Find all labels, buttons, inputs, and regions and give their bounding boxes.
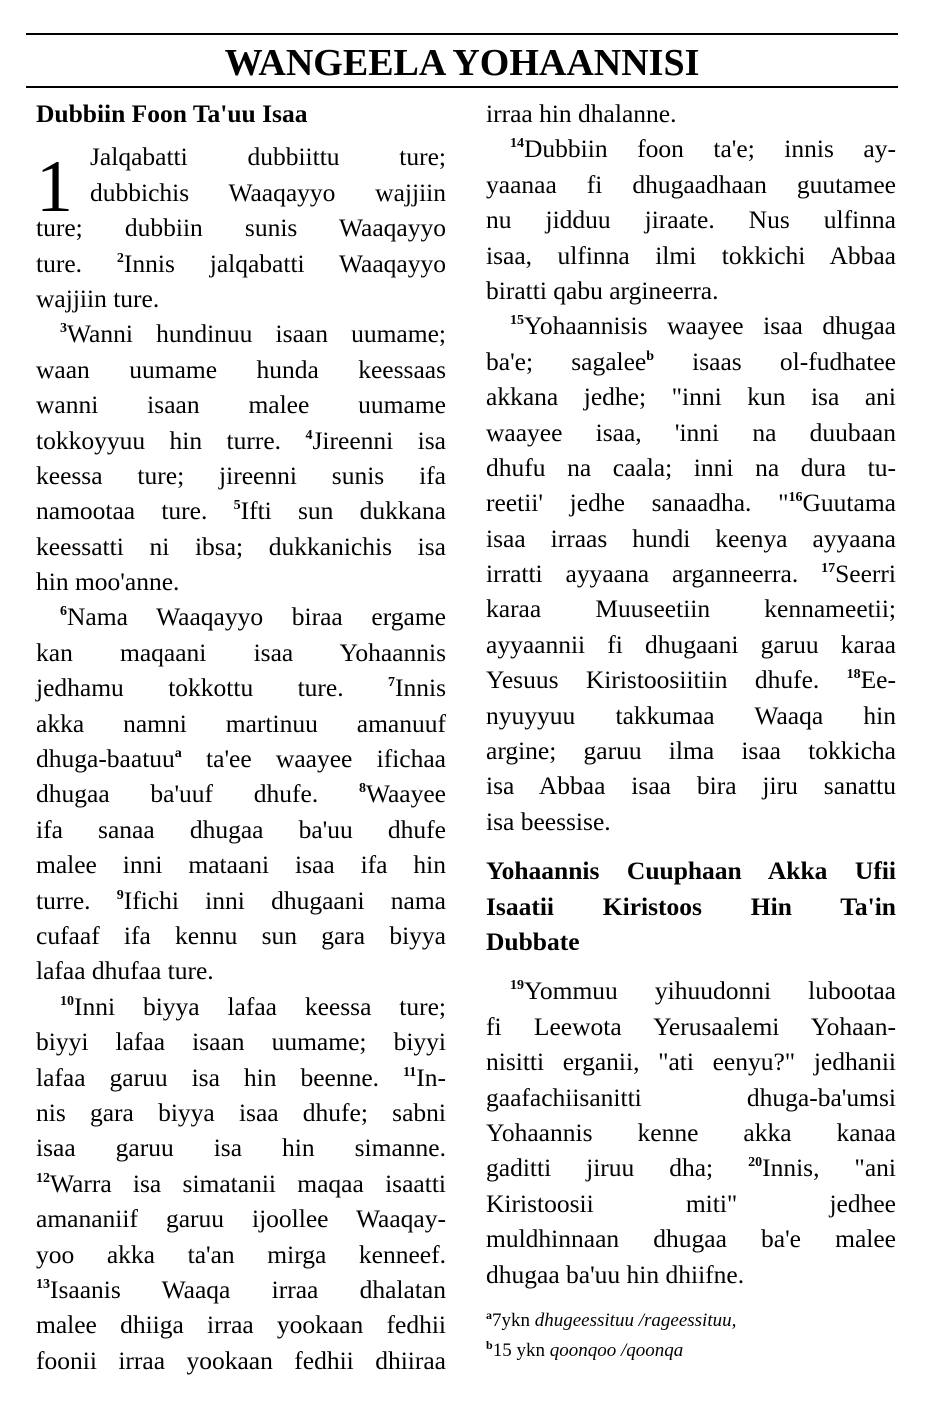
text-line: $^{19}$Yommuu yihuudonni lubootaa xyxy=(510,976,896,1006)
text-line: yaanaa fi dhugaadhaan guutamee xyxy=(486,169,896,199)
verse-number: 9 xyxy=(116,887,124,903)
text-line: nyuyyuu takkumaa Waaqa hin xyxy=(486,700,896,730)
text-line: foonii irraa yookaan fedhii dhiiraa xyxy=(36,1345,446,1375)
text-line: kan maqaani isaa Yohaannis xyxy=(36,637,446,667)
verse-number: 6 xyxy=(60,604,67,620)
text-line: nu jidduu jiraate. Nus ulfinna xyxy=(486,205,896,235)
text-line: tokkoyyuu hin turre. $^4$Jireenni isa xyxy=(36,425,446,455)
text-line: waan uumame hunda keessaas xyxy=(36,354,446,384)
text-line: irratti ayyaana arganneerra. $^{17}$Seerri xyxy=(486,559,896,589)
text-line: ifa sanaa dhugaa ba'uu dhufe xyxy=(36,814,446,844)
text-line: karaa Muuseetiin kennameetii; xyxy=(486,594,896,624)
text-line: dhufu na caala; inni na dura tu- xyxy=(486,452,896,482)
text-line: ayyaannii fi dhugaani garuu karaa xyxy=(486,629,896,659)
footnote-ref: 7ykn xyxy=(492,1309,535,1331)
text-line: isaa garuu isa hin simanne. xyxy=(36,1133,446,1163)
verse-number: 20 xyxy=(748,1155,763,1171)
verse-number: 16 xyxy=(788,490,803,506)
text-line: $^6$Nama Waaqayyo biraa ergame xyxy=(60,602,446,632)
text-line: nis gara biyya isaa dhufe; sabni xyxy=(36,1097,446,1127)
verse-number: 2 xyxy=(116,250,124,266)
verse-number: 19 xyxy=(510,978,524,994)
footnote-mark: a xyxy=(486,1307,492,1322)
footnote-text: qoonqoo /qoonqa xyxy=(549,1339,684,1361)
footnote-ref: 15 ykn xyxy=(492,1339,550,1361)
text-line: ture. $^2$Innis jalqabatti Waaqayyo xyxy=(36,248,446,278)
verse-number: 4 xyxy=(305,427,313,443)
verse-number: 8 xyxy=(358,781,366,797)
text-line: isa Abbaa isaa bira jiru sanattu xyxy=(486,771,896,801)
heading-line: Dubbate xyxy=(486,926,580,956)
text-line: Jalqabatti dubbiittu ture; xyxy=(90,142,446,172)
text-line: $^3$Wanni hundinuu isaan uumame; xyxy=(60,319,446,349)
top-rule xyxy=(26,33,898,35)
footnote xyxy=(486,1336,896,1366)
text-line: lafaa dhufaa ture. xyxy=(36,956,214,986)
text-line: akka namni martinuu amanuuf xyxy=(36,708,446,738)
text-line: biyyi lafaa isaan uumame; biyyi xyxy=(36,1027,446,1057)
verse-number: 5 xyxy=(233,498,241,514)
verse-number: 10 xyxy=(60,993,74,1009)
section-heading-2 xyxy=(486,853,896,959)
text-line: namootaa ture. $^5$Ifti sun dukkana xyxy=(36,496,446,526)
text-line: isaa irraas hundi keenya ayyaana xyxy=(486,523,896,553)
text-line: dhugaa ba'uuf dhufe. $^8$Waayee xyxy=(36,779,446,809)
heading-line: Yohaannis Cuuphaan Akka Ufii xyxy=(486,856,896,886)
footnote-text: dhugeessituu /rageessituu, xyxy=(534,1309,737,1331)
text-line: lafaa garuu isa hin beenne. $^{11}$In- xyxy=(36,1062,446,1092)
text-line: $^{14}$Dubbiin foon ta'e; innis ay- xyxy=(510,134,896,164)
text-line: keessa ture; jireenni sunis ifa xyxy=(36,460,446,490)
text-line: fi Leewota Yerusaalemi Yohaan- xyxy=(486,1011,896,1041)
text-line: waayee isaa, 'inni na duubaan xyxy=(486,417,896,447)
footnote-mark: b xyxy=(486,1337,493,1352)
verse-number: 11 xyxy=(403,1064,417,1080)
footnote-marker: b xyxy=(646,348,655,364)
left-column xyxy=(36,96,446,1378)
text-line: hin moo'anne. xyxy=(36,567,180,597)
text-line: wanni isaan malee uumame xyxy=(36,390,446,420)
verse-number: 15 xyxy=(510,313,524,329)
text-line: nisitti erganii, "ati eenyu?" jedhanii xyxy=(486,1047,896,1077)
text-line: $^{15}$Yohaannisis waayee isaa dhugaa xyxy=(510,311,896,341)
text-line: ba'e; sagalee$^b$ isaas ol-fudhatee xyxy=(486,346,896,376)
text-line: gaafachiisanitti dhuga-ba'umsi xyxy=(486,1082,896,1112)
footnote-marker: a xyxy=(174,746,182,762)
verse-number: 3 xyxy=(60,321,67,337)
verse-number: 18 xyxy=(846,667,861,683)
text-line: akkana jedhe; "inni kun isa ani xyxy=(486,382,896,412)
text-line: gaditti jiruu dha; $^{20}$Innis, "ani xyxy=(486,1153,896,1183)
text-line: biratti qabu argineerra. xyxy=(486,275,719,305)
text-line: jedhamu tokkottu ture. $^7$Innis xyxy=(36,673,446,703)
text-line: irraa hin dhalanne. xyxy=(486,99,677,128)
bottom-rule xyxy=(26,86,898,88)
right-column-text-a xyxy=(486,96,896,839)
text-line: malee dhiiga irraa yookaan fedhii xyxy=(36,1310,446,1340)
text-line: reetii' jedhe sanaadha. "$^{16}$Guutama xyxy=(486,488,896,518)
section-heading: Dubbiin Foon Ta'uu Isaa xyxy=(36,99,308,128)
text-line: amananiif garuu ijoollee Waaqay- xyxy=(36,1204,446,1234)
left-column-text xyxy=(36,139,446,1378)
verse-number: 13 xyxy=(36,1276,50,1292)
text-line: malee inni mataani isaa ifa hin xyxy=(36,850,446,880)
text-line: $^{13}$Isaanis Waaqa irraa dhalatan xyxy=(36,1274,446,1304)
text-line: dhuga-baatuu$^a$ ta'ee waayee ifichaa xyxy=(36,744,446,774)
heading-line: Isaatii Kiristoos Hin Ta'in xyxy=(486,891,896,921)
text-line: isa beessise. xyxy=(486,806,611,836)
verse-number: 14 xyxy=(510,136,524,152)
text-line: argine; garuu ilma isaa tokkicha xyxy=(486,736,896,766)
verse-number: 12 xyxy=(36,1170,50,1186)
footnotes xyxy=(486,1306,896,1366)
text-line: Kiristoosii miti" jedhee xyxy=(486,1188,896,1218)
text-line: isaa, ulfinna ilmi tokkichi Abbaa xyxy=(486,240,896,270)
text-line: keessatti ni ibsa; dukkanichis isa xyxy=(36,531,446,561)
text-line: Yohaannis kenne akka kanaa xyxy=(486,1117,896,1147)
chapter-number: 1 xyxy=(36,146,73,228)
text-line: turre. $^9$Ifichi inni dhugaani nama xyxy=(36,885,446,915)
text-line: yoo akka ta'an mirga kenneef. xyxy=(36,1239,446,1269)
footnote xyxy=(486,1306,896,1336)
book-title: WANGEELA YOHAANNISI xyxy=(224,42,700,84)
right-column xyxy=(486,96,896,1366)
text-line: dhugaa ba'uu hin dhiifne. xyxy=(486,1259,745,1289)
text-line: ture; dubbiin sunis Waaqayyo xyxy=(36,213,446,243)
text-line: wajjiin ture. xyxy=(36,283,160,313)
text-line: Yesuus Kiristoosiitiin dhufe. $^{18}$Ee- xyxy=(486,665,896,695)
text-line: $^{10}$Inni biyya lafaa keessa ture; xyxy=(60,991,446,1021)
text-line: cufaaf ifa kennu sun gara biyya xyxy=(36,920,446,950)
verse-number: 17 xyxy=(821,561,836,577)
right-column-text-b xyxy=(486,973,896,1292)
verse-number: 7 xyxy=(388,675,395,691)
text-line: dubbichis Waaqayyo wajjiin xyxy=(90,177,446,207)
text-line: $^{12}$Warra isa simatanii maqaa isaatti xyxy=(36,1168,446,1198)
text-line: muldhinnaan dhugaa ba'e malee xyxy=(486,1224,896,1254)
